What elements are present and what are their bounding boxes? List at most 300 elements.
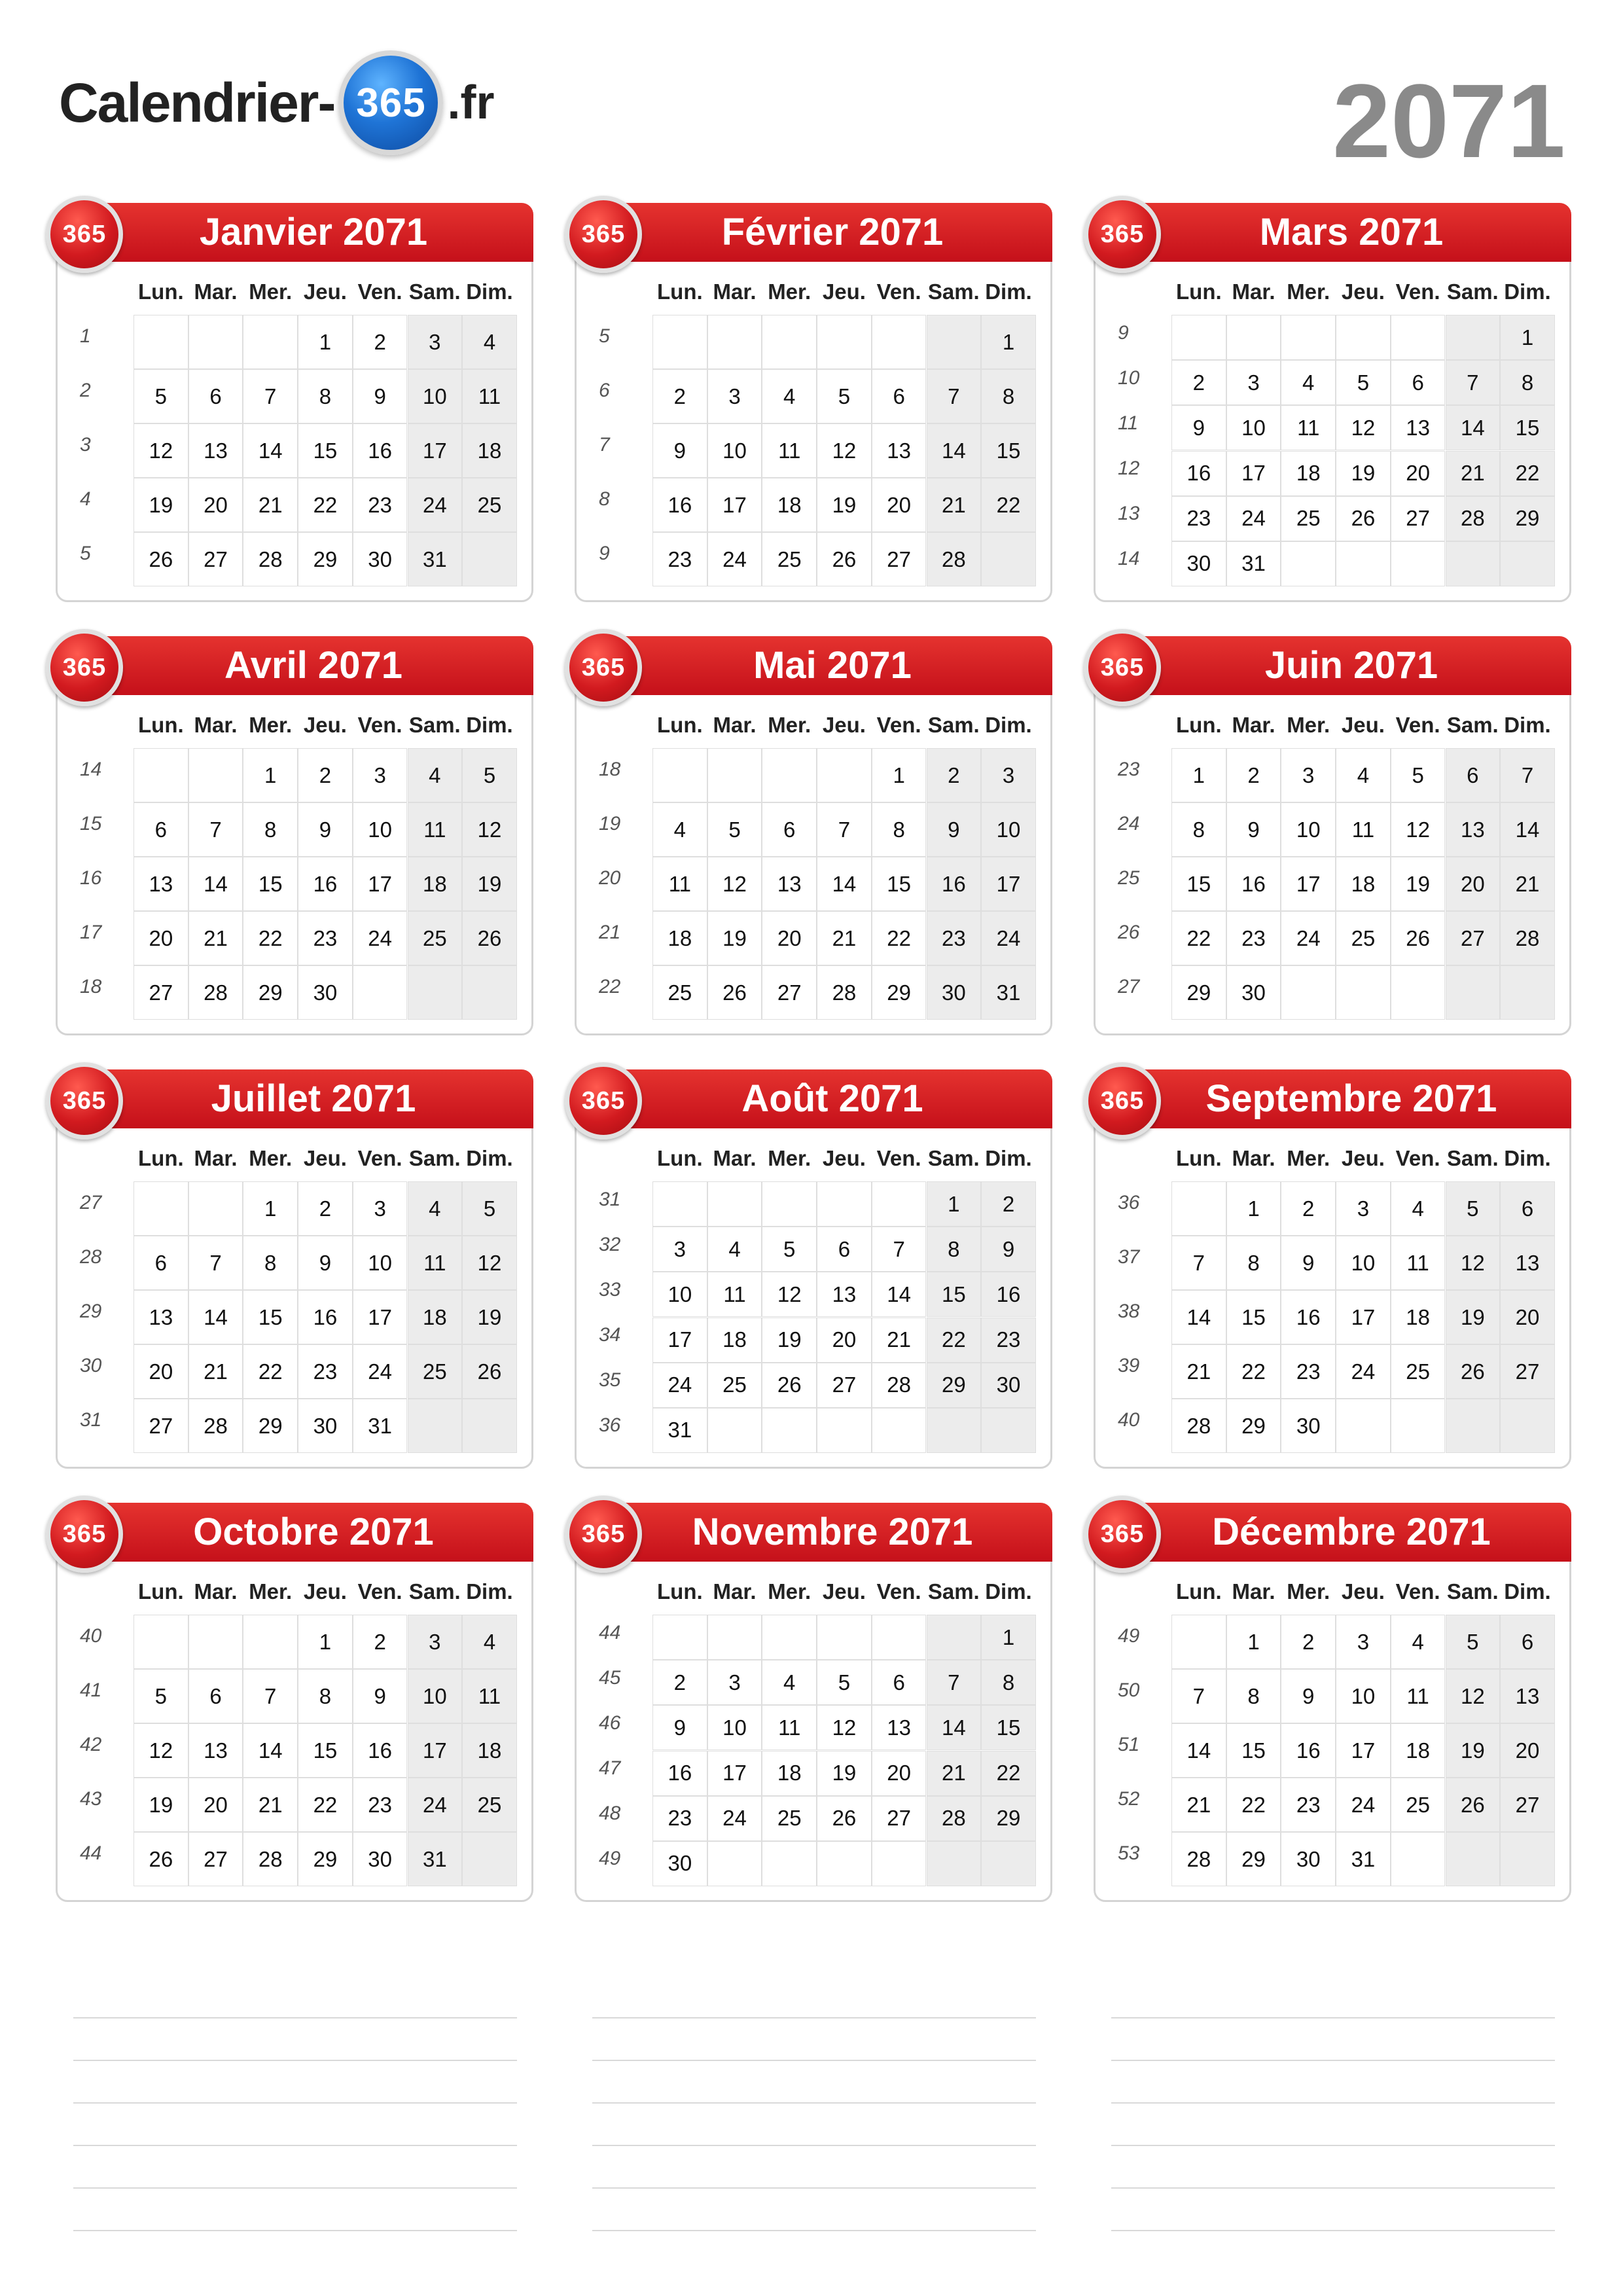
day-cell: 23 [927,911,982,965]
month-card [56,203,533,602]
day-cell: 14 [243,423,298,478]
day-cell: 3 [1336,1181,1391,1236]
day-cell: 3 [652,1227,707,1272]
day-cell: 8 [298,1669,353,1723]
day-cell: 15 [872,857,927,911]
weekday-label: Mer. [249,1146,293,1170]
day-cell [1281,965,1336,1020]
day-cell: 17 [707,1751,762,1796]
weekday-header [1171,279,1555,304]
weekday-label: Sam. [1446,1579,1499,1604]
day-cell: 2 [298,1181,353,1236]
day-cell: 31 [408,532,463,586]
day-cell: 13 [1391,405,1446,450]
day-cell: 2 [1281,1615,1336,1669]
day-cell: 15 [298,423,353,478]
day-cell: 11 [762,1705,817,1750]
day-cell: 13 [1500,1236,1555,1290]
day-cell: 11 [408,1236,463,1290]
day-cell [1391,315,1446,360]
day-cell: 15 [243,1290,298,1344]
day-cell [872,1841,927,1886]
month-card [1094,203,1571,602]
day-cell: 15 [1171,857,1226,911]
week-number: 49 [599,1848,621,1870]
weekday-label: Mer. [1287,279,1330,304]
day-cell [188,748,243,802]
day-cell: 7 [927,369,982,423]
day-cell: 17 [408,423,463,478]
day-cell: 6 [1391,360,1446,405]
day-cell [1391,541,1446,586]
month-card [56,636,533,1035]
day-cell: 23 [652,532,707,586]
day-cell: 6 [188,369,243,423]
day-cell: 20 [817,1318,872,1363]
day-cell: 2 [353,315,408,369]
day-grid [1171,315,1555,586]
day-cell: 14 [927,1705,982,1750]
weekday-label: Lun. [1176,1579,1222,1604]
day-grid [1171,1181,1555,1453]
day-cell: 29 [872,965,927,1020]
day-cell: 16 [1171,451,1226,496]
day-cell: 11 [762,423,817,478]
week-number: 49 [1118,1625,1140,1647]
week-number: 5 [599,325,610,348]
day-cell: 16 [1281,1290,1336,1344]
day-cell [762,315,817,369]
day-cell: 12 [817,423,872,478]
day-cell: 3 [353,748,408,802]
day-cell: 30 [298,1399,353,1453]
day-cell [817,748,872,802]
week-number: 44 [80,1842,102,1865]
month-header [94,1503,533,1562]
day-cell: 14 [188,857,243,911]
day-cell: 29 [1226,1832,1281,1886]
weekday-label: Sam. [1446,279,1499,304]
day-cell [134,1615,188,1669]
day-cell [981,1841,1036,1886]
weekday-label: Mer. [768,1579,812,1604]
day-cell: 15 [1226,1290,1281,1344]
month-title: Février 2071 [721,211,944,253]
day-cell: 18 [1391,1290,1446,1344]
day-cell: 4 [1281,360,1336,405]
day-grid [1171,748,1555,1020]
day-cell: 16 [353,1723,408,1778]
week-number: 8 [599,488,610,511]
week-number: 44 [599,1621,621,1643]
day-cell: 29 [1226,1399,1281,1453]
week-number: 37 [1118,1246,1140,1268]
day-cell [872,315,927,369]
day-cell: 31 [1336,1832,1391,1886]
day-cell: 29 [1500,496,1555,541]
weekday-label: Sam. [408,713,461,737]
day-cell: 12 [462,1236,517,1290]
week-number: 38 [1118,1300,1140,1323]
day-cell: 1 [1226,1181,1281,1236]
month-header [613,203,1052,262]
day-cell: 16 [652,478,707,532]
weekday-label: Lun. [138,1579,184,1604]
day-cell [927,1841,982,1886]
month-badge: 365 [46,629,123,706]
day-cell: 12 [134,423,188,478]
day-cell: 31 [652,1408,707,1453]
day-cell: 10 [1336,1669,1391,1723]
day-cell: 10 [652,1272,707,1317]
day-cell: 5 [134,369,188,423]
week-number: 42 [80,1734,102,1756]
day-cell: 15 [243,857,298,911]
day-cell: 5 [1446,1181,1501,1236]
day-cell: 28 [188,1399,243,1453]
month-header [1132,636,1571,695]
day-cell: 13 [188,1723,243,1778]
week-number: 52 [1118,1788,1140,1810]
month-title: Décembre 2071 [1212,1511,1491,1553]
month-card [56,1069,533,1469]
day-cell: 22 [981,1751,1036,1796]
day-cell [134,1181,188,1236]
day-cell [1500,1399,1555,1453]
month-header [1132,1503,1571,1562]
week-number: 14 [80,759,102,781]
week-number: 1 [80,325,91,348]
day-cell: 28 [817,965,872,1020]
day-cell: 17 [707,478,762,532]
month-badge: 365 [46,1496,123,1573]
logo-badge: 365 [338,50,443,155]
day-cell: 9 [298,1236,353,1290]
day-cell: 15 [927,1272,982,1317]
weekday-label: Mar. [1232,1579,1275,1604]
week-number: 23 [1118,759,1140,781]
day-cell: 2 [652,369,707,423]
day-cell: 9 [298,802,353,857]
day-cell: 22 [298,1778,353,1832]
day-cell: 10 [707,423,762,478]
day-cell: 9 [1281,1669,1336,1723]
day-cell: 1 [1171,748,1226,802]
weekday-label: Sam. [927,279,980,304]
day-cell: 20 [1446,857,1501,911]
day-cell: 27 [1391,496,1446,541]
day-cell: 21 [243,1778,298,1832]
day-cell: 16 [981,1272,1036,1317]
month-header [94,1069,533,1128]
day-cell: 27 [134,965,188,1020]
weekday-label: Lun. [1176,1146,1222,1170]
day-cell: 8 [1226,1236,1281,1290]
weekday-label: Jeu. [822,1146,866,1170]
day-cell [1446,1832,1501,1886]
day-cell: 18 [408,1290,463,1344]
day-cell: 16 [1226,857,1281,911]
day-cell: 4 [408,748,463,802]
day-cell: 24 [707,532,762,586]
month-card [56,1503,533,1902]
week-number: 6 [599,380,610,402]
note-line [592,2230,1036,2231]
day-cell [1171,315,1226,360]
month-header [94,203,533,262]
day-grid [1171,1615,1555,1886]
day-cell: 18 [762,478,817,532]
week-number: 5 [80,543,91,565]
week-number: 31 [80,1409,102,1431]
day-cell: 4 [762,369,817,423]
day-cell [762,748,817,802]
week-number: 45 [599,1666,621,1689]
day-cell: 24 [353,1344,408,1399]
day-cell: 19 [817,1751,872,1796]
weekday-header [652,279,1036,304]
day-cell: 9 [981,1227,1036,1272]
note-line [1111,2017,1555,2018]
weekday-label: Sam. [1446,713,1499,737]
day-cell: 5 [1336,360,1391,405]
day-cell: 13 [872,423,927,478]
day-cell: 30 [1226,965,1281,1020]
day-cell: 23 [1281,1778,1336,1832]
day-cell: 18 [1336,857,1391,911]
weekday-label: Sam. [927,1579,980,1604]
day-cell: 25 [1281,496,1336,541]
day-cell: 1 [981,1615,1036,1660]
day-cell: 24 [1281,911,1336,965]
day-cell: 17 [1226,451,1281,496]
weekday-label: Mar. [1232,713,1275,737]
day-cell: 21 [872,1318,927,1363]
month-header [1132,1069,1571,1128]
day-cell [762,1408,817,1453]
day-cell [707,1181,762,1227]
day-cell [1391,1832,1446,1886]
month-title: Mars 2071 [1259,211,1444,253]
day-cell: 28 [1446,496,1501,541]
month-card [575,203,1052,602]
day-cell [134,748,188,802]
day-cell: 23 [1281,1344,1336,1399]
day-cell: 8 [872,802,927,857]
day-cell [1500,541,1555,586]
weekday-label: Mer. [768,1146,812,1170]
day-cell: 17 [981,857,1036,911]
weekday-label: Dim. [985,713,1032,737]
day-cell: 9 [652,1705,707,1750]
week-number: 36 [599,1414,621,1437]
day-grid [134,315,517,586]
day-cell [707,748,762,802]
weekday-label: Jeu. [1341,713,1385,737]
day-cell: 26 [817,532,872,586]
day-cell: 28 [927,1796,982,1841]
weekday-label: Mer. [1287,713,1330,737]
day-cell [1500,965,1555,1020]
weekday-label: Dim. [1504,713,1551,737]
day-cell: 19 [762,1318,817,1363]
weekday-label: Ven. [876,713,921,737]
day-cell: 16 [298,1290,353,1344]
day-cell: 1 [298,315,353,369]
day-cell: 14 [1171,1290,1226,1344]
day-cell: 21 [1446,451,1501,496]
day-cell: 16 [927,857,982,911]
day-cell: 23 [353,1778,408,1832]
weekday-label: Ven. [876,1579,921,1604]
day-cell: 22 [1171,911,1226,965]
week-number: 19 [599,813,621,835]
day-cell: 22 [981,478,1036,532]
day-cell [1226,315,1281,360]
day-cell: 3 [353,1181,408,1236]
day-cell: 14 [1500,802,1555,857]
week-number: 20 [599,867,621,889]
day-cell: 31 [981,965,1036,1020]
week-number: 39 [1118,1355,1140,1377]
day-cell: 22 [243,1344,298,1399]
day-cell [707,315,762,369]
day-cell: 1 [1500,315,1555,360]
week-number: 7 [599,434,610,456]
day-cell [652,1615,707,1660]
day-cell: 11 [408,802,463,857]
day-cell: 21 [1171,1344,1226,1399]
weekday-header [134,279,517,304]
day-cell: 8 [927,1227,982,1272]
weekday-label: Dim. [466,1146,513,1170]
day-cell: 18 [462,1723,517,1778]
weekday-label: Lun. [657,1146,703,1170]
month-header [613,636,1052,695]
day-cell: 25 [462,478,517,532]
day-cell: 31 [353,1399,408,1453]
month-card [575,1069,1052,1469]
week-number: 48 [599,1803,621,1825]
day-cell [707,1615,762,1660]
day-cell: 25 [762,1796,817,1841]
week-number: 31 [599,1188,621,1210]
weekday-label: Sam. [927,713,980,737]
day-cell [1336,965,1391,1020]
day-cell: 28 [872,1363,927,1408]
day-cell: 14 [872,1272,927,1317]
day-cell [652,1181,707,1227]
day-cell: 21 [243,478,298,532]
day-cell: 2 [353,1615,408,1669]
day-cell: 13 [188,423,243,478]
week-number: 46 [599,1712,621,1734]
day-cell: 28 [1171,1399,1226,1453]
day-cell: 21 [927,478,982,532]
day-cell: 23 [1226,911,1281,965]
day-cell: 17 [652,1318,707,1363]
month-badge: 365 [46,1062,123,1139]
day-cell: 14 [927,423,982,478]
note-line [592,2187,1036,2189]
day-cell: 12 [1446,1669,1501,1723]
day-cell: 3 [1281,748,1336,802]
day-cell [872,1408,927,1453]
day-cell: 21 [817,911,872,965]
day-cell: 14 [1171,1723,1226,1778]
day-cell: 27 [762,965,817,1020]
day-cell: 4 [707,1227,762,1272]
day-cell: 9 [1171,405,1226,450]
day-cell: 7 [872,1227,927,1272]
day-grid [134,1615,517,1886]
day-cell: 7 [243,1669,298,1723]
day-cell [817,1181,872,1227]
weekday-label: Ven. [876,279,921,304]
day-cell: 19 [1336,451,1391,496]
day-cell [243,315,298,369]
day-cell: 20 [1391,451,1446,496]
day-cell: 12 [817,1705,872,1750]
day-cell: 23 [1171,496,1226,541]
day-cell: 7 [243,369,298,423]
month-card [575,636,1052,1035]
day-cell: 2 [298,748,353,802]
weekday-label: Lun. [657,713,703,737]
day-cell: 21 [1500,857,1555,911]
day-cell: 1 [1226,1615,1281,1669]
day-cell: 3 [981,748,1036,802]
day-cell: 12 [707,857,762,911]
weekday-label: Mer. [1287,1146,1330,1170]
weekday-label: Jeu. [1341,279,1385,304]
day-cell: 24 [1226,496,1281,541]
month-badge: 365 [565,1062,642,1139]
day-cell: 1 [981,315,1036,369]
day-cell: 20 [134,1344,188,1399]
day-cell: 9 [353,369,408,423]
day-cell: 28 [1500,911,1555,965]
day-cell: 10 [707,1705,762,1750]
day-cell: 25 [652,965,707,1020]
weekday-header [134,1146,517,1171]
day-cell: 12 [1446,1236,1501,1290]
day-cell: 30 [1281,1832,1336,1886]
day-cell: 11 [1281,405,1336,450]
week-number: 50 [1118,1679,1140,1702]
day-cell: 9 [1226,802,1281,857]
day-cell: 20 [872,478,927,532]
day-cell: 27 [1446,911,1501,965]
day-cell: 20 [1500,1290,1555,1344]
day-cell: 26 [462,911,517,965]
day-cell: 7 [1446,360,1501,405]
weekday-label: Jeu. [1341,1146,1385,1170]
weekday-label: Jeu. [822,279,866,304]
day-cell [353,965,408,1020]
day-cell: 25 [1336,911,1391,965]
day-cell: 19 [462,1290,517,1344]
day-cell [707,1408,762,1453]
day-cell: 11 [1391,1236,1446,1290]
day-cell: 6 [1500,1615,1555,1669]
day-cell: 2 [1281,1181,1336,1236]
day-cell: 9 [927,802,982,857]
day-cell: 28 [243,1832,298,1886]
day-cell [927,1615,982,1660]
weekday-label: Ven. [876,1146,921,1170]
weekday-header [1171,1146,1555,1171]
